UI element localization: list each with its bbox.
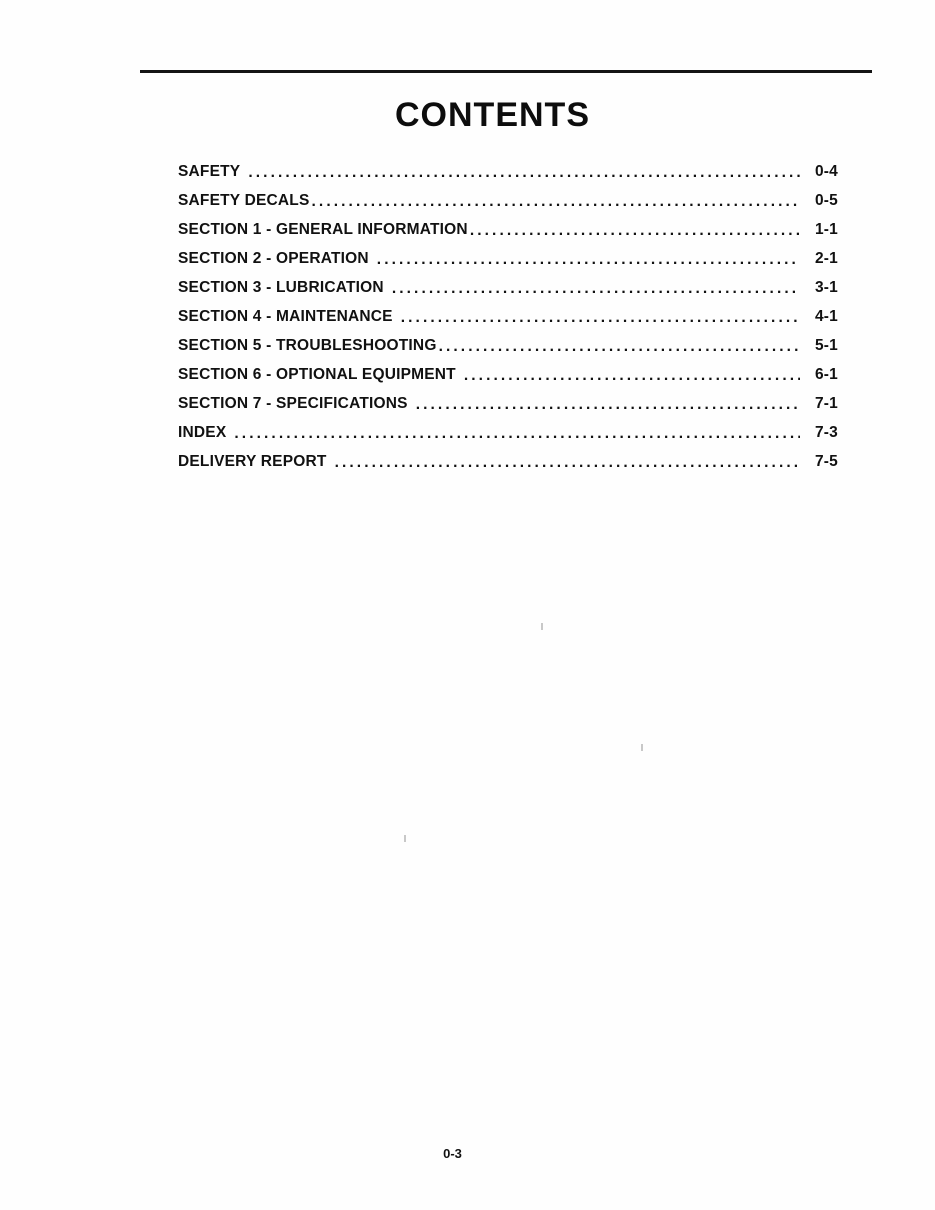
toc-leader-dots	[312, 195, 801, 209]
toc-entry[interactable]	[178, 268, 838, 297]
toc-entry[interactable]	[178, 413, 838, 442]
toc-leader-dots	[401, 311, 800, 325]
toc-entry[interactable]	[178, 442, 838, 471]
toc-entry-label: SECTION 5 - TROUBLESHOOTING	[178, 337, 437, 354]
toc-entry-label: SECTION 4 - MAINTENANCE	[178, 308, 393, 325]
toc-entry[interactable]	[178, 210, 838, 239]
toc-entry[interactable]	[178, 326, 838, 355]
toc-leader-dots	[335, 456, 800, 470]
toc-entry-label: SECTION 6 - OPTIONAL EQUIPMENT	[178, 366, 456, 383]
scan-artifact	[641, 744, 643, 751]
toc-entry-label: SECTION 2 - OPERATION	[178, 250, 369, 267]
toc-entry-label: SAFETY	[178, 163, 241, 180]
toc-leader-dots	[248, 166, 800, 180]
scan-artifact	[404, 835, 406, 842]
toc-entry-page: 7-1	[814, 395, 838, 412]
toc-entry-label: SAFETY DECALS	[178, 192, 310, 209]
toc-entry-page: 2-1	[814, 250, 838, 267]
toc-entry-page: 5-1	[814, 337, 838, 354]
toc-entry-label: SECTION 3 - LUBRICATION	[178, 279, 384, 296]
toc-entry-label: SECTION 7 - SPECIFICATIONS	[178, 395, 408, 412]
toc-entry[interactable]	[178, 239, 838, 268]
toc-entry-page: 0-5	[814, 192, 838, 209]
toc-entry-label: DELIVERY REPORT	[178, 453, 327, 470]
toc-leader-dots	[377, 253, 800, 267]
toc-leader-dots	[439, 340, 800, 354]
toc-entry[interactable]	[178, 152, 838, 181]
page-title: CONTENTS	[395, 96, 590, 134]
toc-leader-dots	[464, 369, 800, 383]
toc-leader-dots	[470, 224, 800, 238]
toc-entry-page: 7-3	[814, 424, 838, 441]
toc-entry-page: 4-1	[814, 308, 838, 325]
toc-entry-page: 6-1	[814, 366, 838, 383]
toc-entry[interactable]	[178, 181, 838, 210]
toc-entry[interactable]	[178, 355, 838, 384]
toc-leader-dots	[416, 398, 800, 412]
table-of-contents	[178, 152, 838, 471]
toc-entry-label: SECTION 1 - GENERAL INFORMATION	[178, 221, 468, 238]
toc-entry-page: 0-4	[814, 163, 838, 180]
header-divider	[140, 70, 872, 73]
toc-leader-dots	[392, 282, 800, 296]
toc-entry-label: INDEX	[178, 424, 227, 441]
toc-entry-page: 1-1	[814, 221, 838, 238]
toc-entry[interactable]	[178, 297, 838, 326]
scan-artifact	[541, 623, 543, 630]
toc-entry[interactable]	[178, 384, 838, 413]
toc-entry-page: 7-5	[814, 453, 838, 470]
toc-entry-page: 3-1	[814, 279, 838, 296]
footer-page-number: 0-3	[443, 1146, 462, 1161]
toc-leader-dots	[234, 427, 800, 441]
